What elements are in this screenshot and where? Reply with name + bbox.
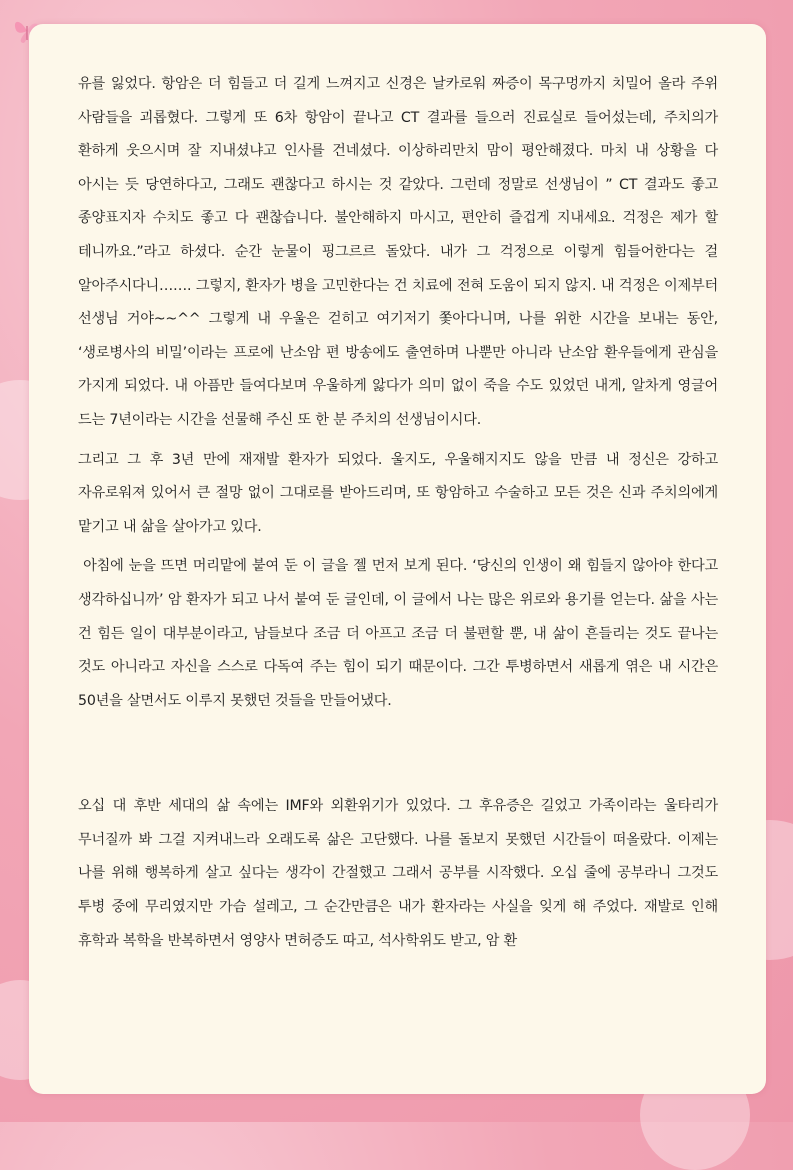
- document-body: [78, 68, 718, 958]
- paragraph-4: 오십 대 후반 세대의 삶 속에는 IMF와 외환위기가 있었다. 그 후유증은 길었고 가족이라는 울타리가 무너질까 봐 그걸 지켜내느라 오래도록 삶은 고단했다. 나를 돌보지 못했던 시간들이 떠올랐다. 이제는 나를 위해 행복하게 살고 싶다는 생각이 간절했고 그래서 공부를 시작했다. 오십 줄에 공부라니 그것도 투병 중에 무리였지만 가슴 설레고, 그 순간만큼은 내가 환자라는 사실을 잊게 해 주었다. 재발로 인해 휴학과 복학을 반복하면서 영양사 면허증도 따고, 석사학위도 받고, 암 환: [78, 798, 718, 949]
- paragraph-2: 그리고 그 후 3년 만에 재재발 환자가 되었다. 울지도, 우울해지지도 않을 만큼 내 정신은 강하고 자유로워져 있어서 큰 절망 없이 그대로를 받아드리며, 또 항암하고 수술하고 모든 것은 신과 주치의에게 맡기고 내 삶을 살아가고 있다.: [78, 451, 718, 535]
- page-card: [29, 24, 766, 1094]
- paragraph-3: 아침에 눈을 뜨면 머리맡에 붙여 둔 이 글을 젤 먼저 보게 된다. ‘당신의 인생이 왜 힘들지 않아야 한다고 생각하십니까’ 암 환자가 되고 나서 붙여 둔 글인데, 이 글에서 나는 많은 위로와 용기를 얻는다. 삶을 사는 건 힘든 일이 대부분이라고, 남들보다 조금 더 아프고 조금 더 불편할 뿐, 내 삶이 흔들리는 것도 끝나는 것도 아니라고 자신을 스스로 다독여 주는 힘이 되기 때문이다. 그간 투병하면서 새롭게 엮은 내 시간은 50년을 살면서도 이루지 못했던 것들을 만들어냈다.: [78, 558, 718, 709]
- paragraph-1: 유를 잃었다. 항암은 더 힘들고 더 길게 느껴지고 신경은 날카로워 짜증이 목구멍까지 치밀어 올라 주위 사람들을 괴롭혔다. 그렇게 또 6차 항암이 끝나고 CT 결과를 들으러 진료실로 들어섰는데, 주치의가 환하게 웃으시며 잘 지내셨냐고 인사를 건네셨다. 이상하리만치 맘이 평안해졌다. 마치 내 상황을 다 아시는 듯 당연하다고, 그래도 괜찮다고 하시는 것 같았다. 그런데 정말로 선생님이 ” CT 결과도 좋고 종양표지자 수치도 좋고 다 괜찮습니다. 불안해하지 마시고, 편안히 즐겁게 지내세요. 걱정은 제가 할 테니까요.”라고 하셨다. 순간 눈물이 핑그르르 돌았다. 내가 그 걱정으로 이렇게 힘들어한다는 걸 알아주시다니……. 그렇지, 환자가 병을 고민한다는 건 치료에 전혀 도움이 되지 않지. 내 걱정은 이제부터 선생님 거야~~^^ 그렇게 내 우울은 걷히고 여기저기 쫓아다니며, 나를 위한 시간을 보내는 동안, ‘생로병사의 비밀’이라는 프로에 난소암 편 방송에도 출연하며 나뿐만 아니라 난소암 환우들에게 관심을 가지게 되었다. 내 아픔만 들여다보며 우울하게 앓다가 의미 없이 죽을 수도 있었던 내게, 알차게 영글어 드는 7년이라는 시간을 선물해 주신 또 한 분 주치의 선생님이시다.: [78, 76, 718, 428]
